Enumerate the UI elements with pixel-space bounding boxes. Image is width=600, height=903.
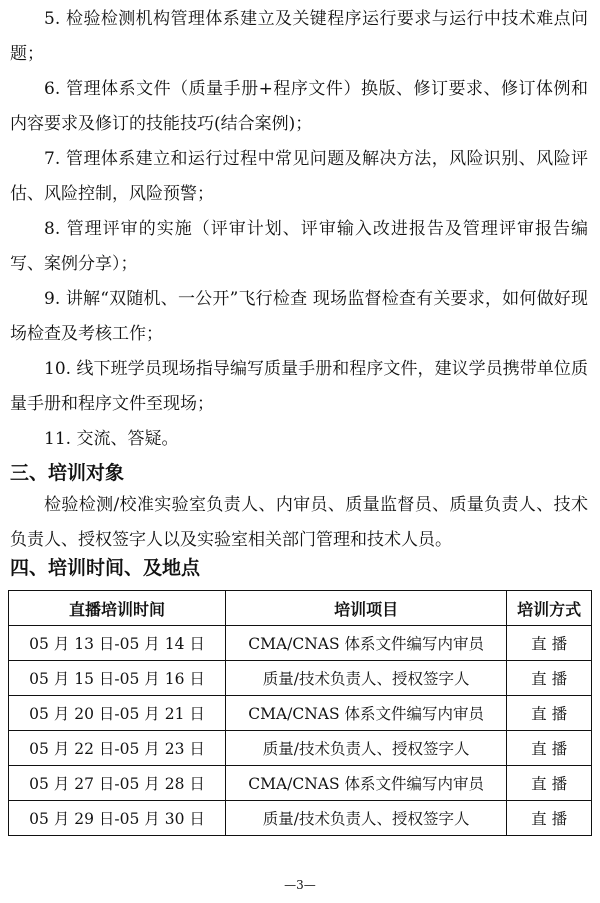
list-item-10: 10. 线下班学员现场指导编写质量手册和程序文件，建议学员携带单位质量手册和程序文件至现场； bbox=[10, 359, 588, 414]
table-row bbox=[9, 626, 592, 661]
cell-project: 质量/技术负责人、授权签字人 bbox=[226, 731, 507, 766]
table-row bbox=[9, 731, 592, 766]
cell-method: 直 播 bbox=[507, 696, 592, 731]
cell-project: 质量/技术负责人、授权签字人 bbox=[226, 801, 507, 836]
page-number: —3— bbox=[284, 878, 316, 892]
list-item-8: 8. 管理评审的实施（评审计划、评审输入改进报告及管理评审报告编写、案例分享）； bbox=[10, 219, 588, 274]
cell-time: 05 月 15 日-05 月 16 日 bbox=[9, 661, 226, 696]
cell-method: 直 播 bbox=[507, 661, 592, 696]
cell-time: 05 月 29 日-05 月 30 日 bbox=[9, 801, 226, 836]
cell-project: 质量/技术负责人、授权签字人 bbox=[226, 661, 507, 696]
cell-time: 05 月 22 日-05 月 23 日 bbox=[9, 731, 226, 766]
section-heading-trainees: 三、培训对象 bbox=[10, 462, 125, 484]
cell-method: 直 播 bbox=[507, 731, 592, 766]
list-item-11: 11. 交流、答疑。 bbox=[44, 429, 179, 449]
cell-time: 05 月 20 日-05 月 21 日 bbox=[9, 696, 226, 731]
header-method: 培训方式 bbox=[507, 591, 592, 626]
cell-time: 05 月 13 日-05 月 14 日 bbox=[9, 626, 226, 661]
cell-method: 直 播 bbox=[507, 801, 592, 836]
cell-time: 05 月 27 日-05 月 28 日 bbox=[9, 766, 226, 801]
cell-method: 直 播 bbox=[507, 626, 592, 661]
table-header-row bbox=[9, 591, 592, 626]
cell-project: CMA/CNAS 体系文件编写内审员 bbox=[226, 626, 507, 661]
cell-project: CMA/CNAS 体系文件编写内审员 bbox=[226, 696, 507, 731]
section-heading-time-location: 四、培训时间、及地点 bbox=[10, 557, 201, 579]
table-row bbox=[9, 661, 592, 696]
schedule-table bbox=[8, 590, 592, 836]
cell-method: 直 播 bbox=[507, 766, 592, 801]
trainees-text: 检验检测/校准实验室负责人、内审员、质量监督员、质量负责人、技术负责人、授权签字人以及实验室相关部门管理和技术人员。 bbox=[10, 495, 588, 550]
list-item-9: 9. 讲解“双随机、一公开”飞行检查 现场监督检查有关要求，如何做好现场检查及考核工作； bbox=[10, 289, 588, 344]
list-item-5: 5. 检验检测机构管理体系建立及关键程序运行要求与运行中技术难点问题； bbox=[10, 9, 588, 64]
table-row bbox=[9, 696, 592, 731]
table-row bbox=[9, 766, 592, 801]
cell-project: CMA/CNAS 体系文件编写内审员 bbox=[226, 766, 507, 801]
header-project: 培训项目 bbox=[226, 591, 507, 626]
header-time: 直播培训时间 bbox=[9, 591, 226, 626]
list-item-7: 7. 管理体系建立和运行过程中常见问题及解决方法，风险识别、风险评估、风险控制，风险预警； bbox=[10, 149, 588, 204]
table-row bbox=[9, 801, 592, 836]
list-item-6: 6. 管理体系文件（质量手册+程序文件）换版、修订要求、修订体例和内容要求及修订的技能技巧(结合案例)； bbox=[10, 79, 588, 134]
